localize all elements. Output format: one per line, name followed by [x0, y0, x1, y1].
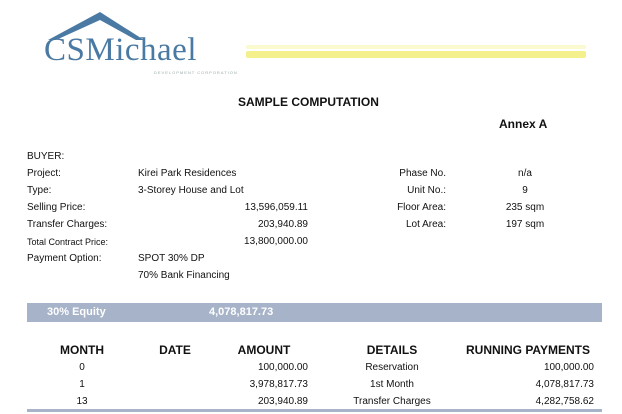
bottom-rule: [27, 409, 602, 412]
floor-area-label: Floor Area:: [397, 202, 446, 213]
selling-price-label: Selling Price:: [27, 202, 86, 213]
total-contract-price-value: 13,800,000.00: [244, 236, 308, 247]
unit-no-label: Unit No.:: [407, 185, 446, 196]
transfer-charges-label: Transfer Charges:: [27, 219, 108, 230]
phase-no-label: Phase No.: [399, 168, 446, 179]
equity-label: 30% Equity: [47, 306, 106, 318]
unit-no-value: 9: [522, 185, 528, 196]
lot-area-value: 197 sqm: [505, 219, 545, 230]
row-details: Transfer Charges: [353, 396, 431, 407]
buyer-label: BUYER:: [27, 151, 65, 162]
row-running-payment: 4,078,817.73: [535, 379, 594, 390]
payment-option-value: SPOT 30% DP: [138, 253, 205, 264]
row-month: 1: [79, 379, 85, 390]
row-month: 13: [76, 396, 88, 407]
column-header-running-payments: RUNNING PAYMENTS: [465, 343, 590, 357]
payment-option-value-2: 70% Bank Financing: [138, 270, 230, 281]
row-amount: 203,940.89: [257, 396, 308, 407]
column-header-date: DATE: [159, 343, 191, 357]
row-details: 1st Month: [370, 379, 414, 390]
row-amount: 3,978,817.73: [249, 379, 308, 390]
row-running-payment: 4,282,758.62: [535, 396, 594, 407]
row-month: 0: [79, 362, 85, 373]
column-header-amount: AMOUNT: [237, 343, 291, 357]
column-header-month: MONTH: [60, 343, 104, 357]
row-running-payment: 100,000.00: [543, 362, 594, 373]
equity-value: 4,078,817.73: [209, 306, 274, 318]
equity-band: [27, 303, 602, 322]
type-value: 3-Storey House and Lot: [138, 185, 244, 196]
column-header-details: DETAILS: [366, 343, 418, 357]
type-label: Type:: [27, 185, 52, 196]
phase-no-value: n/a: [518, 168, 532, 179]
payment-option-label: Payment Option:: [27, 253, 102, 264]
highlight-stroke: [246, 51, 586, 58]
highlight-stroke-top: [246, 45, 586, 49]
lot-area-label: Lot Area:: [405, 219, 446, 230]
floor-area-value: 235 sqm: [505, 202, 545, 213]
document-title: SAMPLE COMPUTATION: [238, 95, 379, 109]
transfer-charges-value: 203,940.89: [257, 219, 308, 230]
project-label: Project:: [27, 168, 61, 179]
annex-label: Annex A: [499, 117, 548, 131]
company-tagline: DEVELOPMENT CORPORATION: [154, 70, 238, 75]
total-contract-price-label: Total Contract Price:: [27, 237, 109, 247]
project-value: Kirei Park Residences: [138, 168, 237, 179]
row-details: Reservation: [365, 362, 419, 373]
company-logo: CSMichael: [44, 32, 197, 68]
selling-price-value: 13,596,059.11: [244, 202, 308, 213]
row-amount: 100,000.00: [257, 362, 308, 373]
